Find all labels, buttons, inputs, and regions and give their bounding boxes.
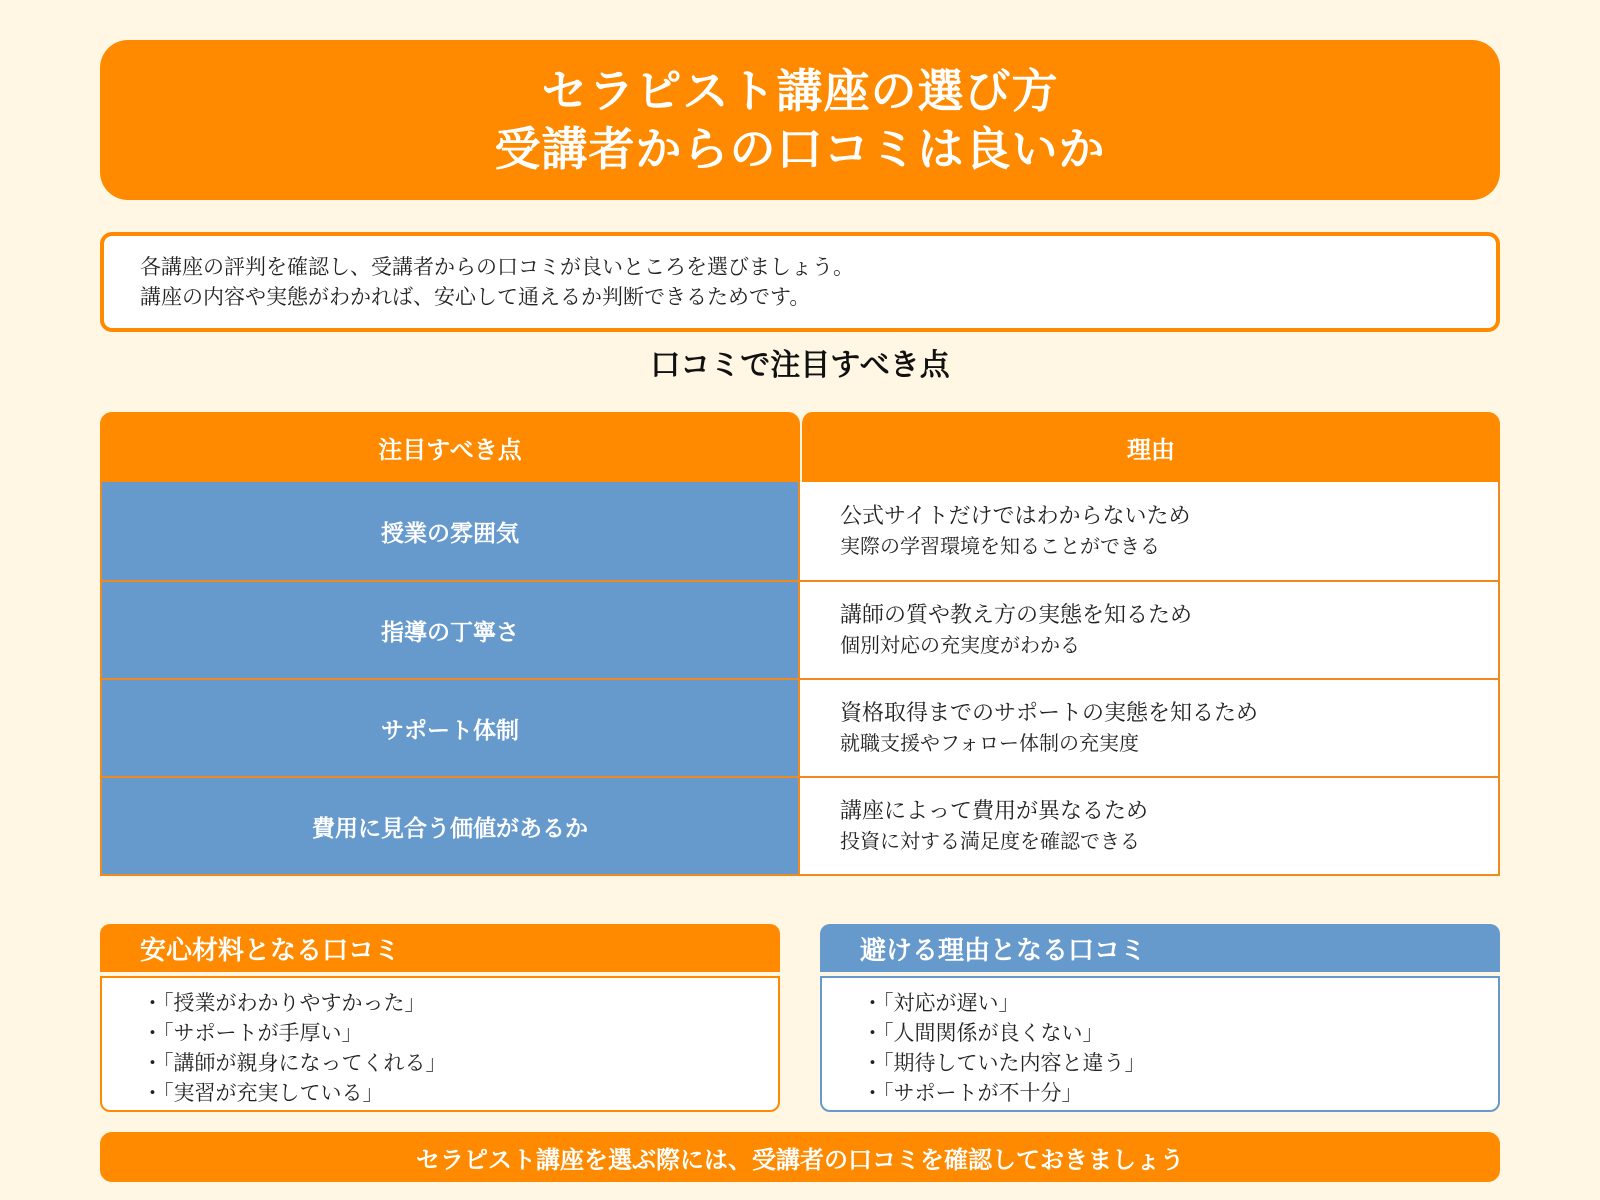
reason-cell	[800, 482, 1498, 580]
table-row	[102, 776, 1498, 874]
points-table	[100, 412, 1500, 876]
page-header	[100, 40, 1500, 200]
reason-main: 公式サイトだけではわからないため	[840, 504, 1191, 529]
point-cell: 指導の丁寧さ	[102, 582, 800, 678]
list-item: ・「サポートが手厚い」	[142, 1021, 363, 1045]
list-item: ・「講師が親身になってくれる」	[142, 1051, 447, 1075]
reason-sub: 就職支援やフォロー体制の充実度	[840, 731, 1139, 755]
reason-sub: 投資に対する満足度を確認できる	[840, 829, 1140, 853]
header-point: 注目すべき点	[100, 412, 800, 482]
reason-sub: 実際の学習環境を知ることができる	[840, 534, 1160, 558]
list-item: ・「実習が充実している」	[142, 1081, 384, 1105]
table-header	[100, 412, 1500, 482]
reason-sub: 個別対応の充実度がわかる	[840, 633, 1080, 657]
point-cell: 授業の雰囲気	[102, 482, 800, 580]
bad-reviews-list	[820, 976, 1500, 1112]
page-title-line2: 受講者からの口コミは良いか	[494, 122, 1106, 176]
header-reason: 理由	[800, 412, 1500, 482]
bad-reviews-title: 避ける理由となる口コミ	[820, 924, 1500, 972]
table-body	[100, 482, 1500, 876]
table-row	[102, 580, 1498, 678]
reason-cell	[800, 582, 1498, 678]
list-item: ・「サポートが不十分」	[862, 1081, 1083, 1105]
table-row	[102, 482, 1498, 580]
reason-cell	[800, 778, 1498, 874]
reason-main: 資格取得までのサポートの実態を知るため	[840, 701, 1259, 726]
reason-cell	[800, 680, 1498, 776]
list-item: ・「期待していた内容と違う」	[862, 1051, 1146, 1075]
list-item: ・「人間関係が良くない」	[862, 1021, 1104, 1045]
list-item: ・「授業がわかりやすかった」	[142, 991, 426, 1015]
intro-box	[100, 232, 1500, 332]
list-item: ・「対応が遅い」	[862, 991, 1020, 1015]
table-row	[102, 678, 1498, 776]
point-cell: サポート体制	[102, 680, 800, 776]
reason-main: 講座によって費用が異なるため	[840, 799, 1149, 824]
point-cell: 費用に見合う価値があるか	[102, 778, 800, 874]
bad-reviews-box	[820, 924, 1500, 1112]
page-title-line1: セラピスト講座の選び方	[541, 64, 1059, 118]
intro-line2: 講座の内容や実態がわかれば、安心して通えるか判断できるためです。	[140, 285, 811, 309]
footer-banner: セラピスト講座を選ぶ際には、受講者の口コミを確認しておきましょう	[100, 1132, 1500, 1182]
good-reviews-title: 安心材料となる口コミ	[100, 924, 780, 972]
section-title: 口コミで注目すべき点	[650, 348, 950, 383]
good-reviews-box	[100, 924, 780, 1112]
good-reviews-list	[100, 976, 780, 1112]
reason-main: 講師の質や教え方の実態を知るため	[840, 603, 1193, 628]
intro-line1: 各講座の評判を確認し、受講者からの口コミが良いところを選びましょう。	[140, 255, 854, 279]
